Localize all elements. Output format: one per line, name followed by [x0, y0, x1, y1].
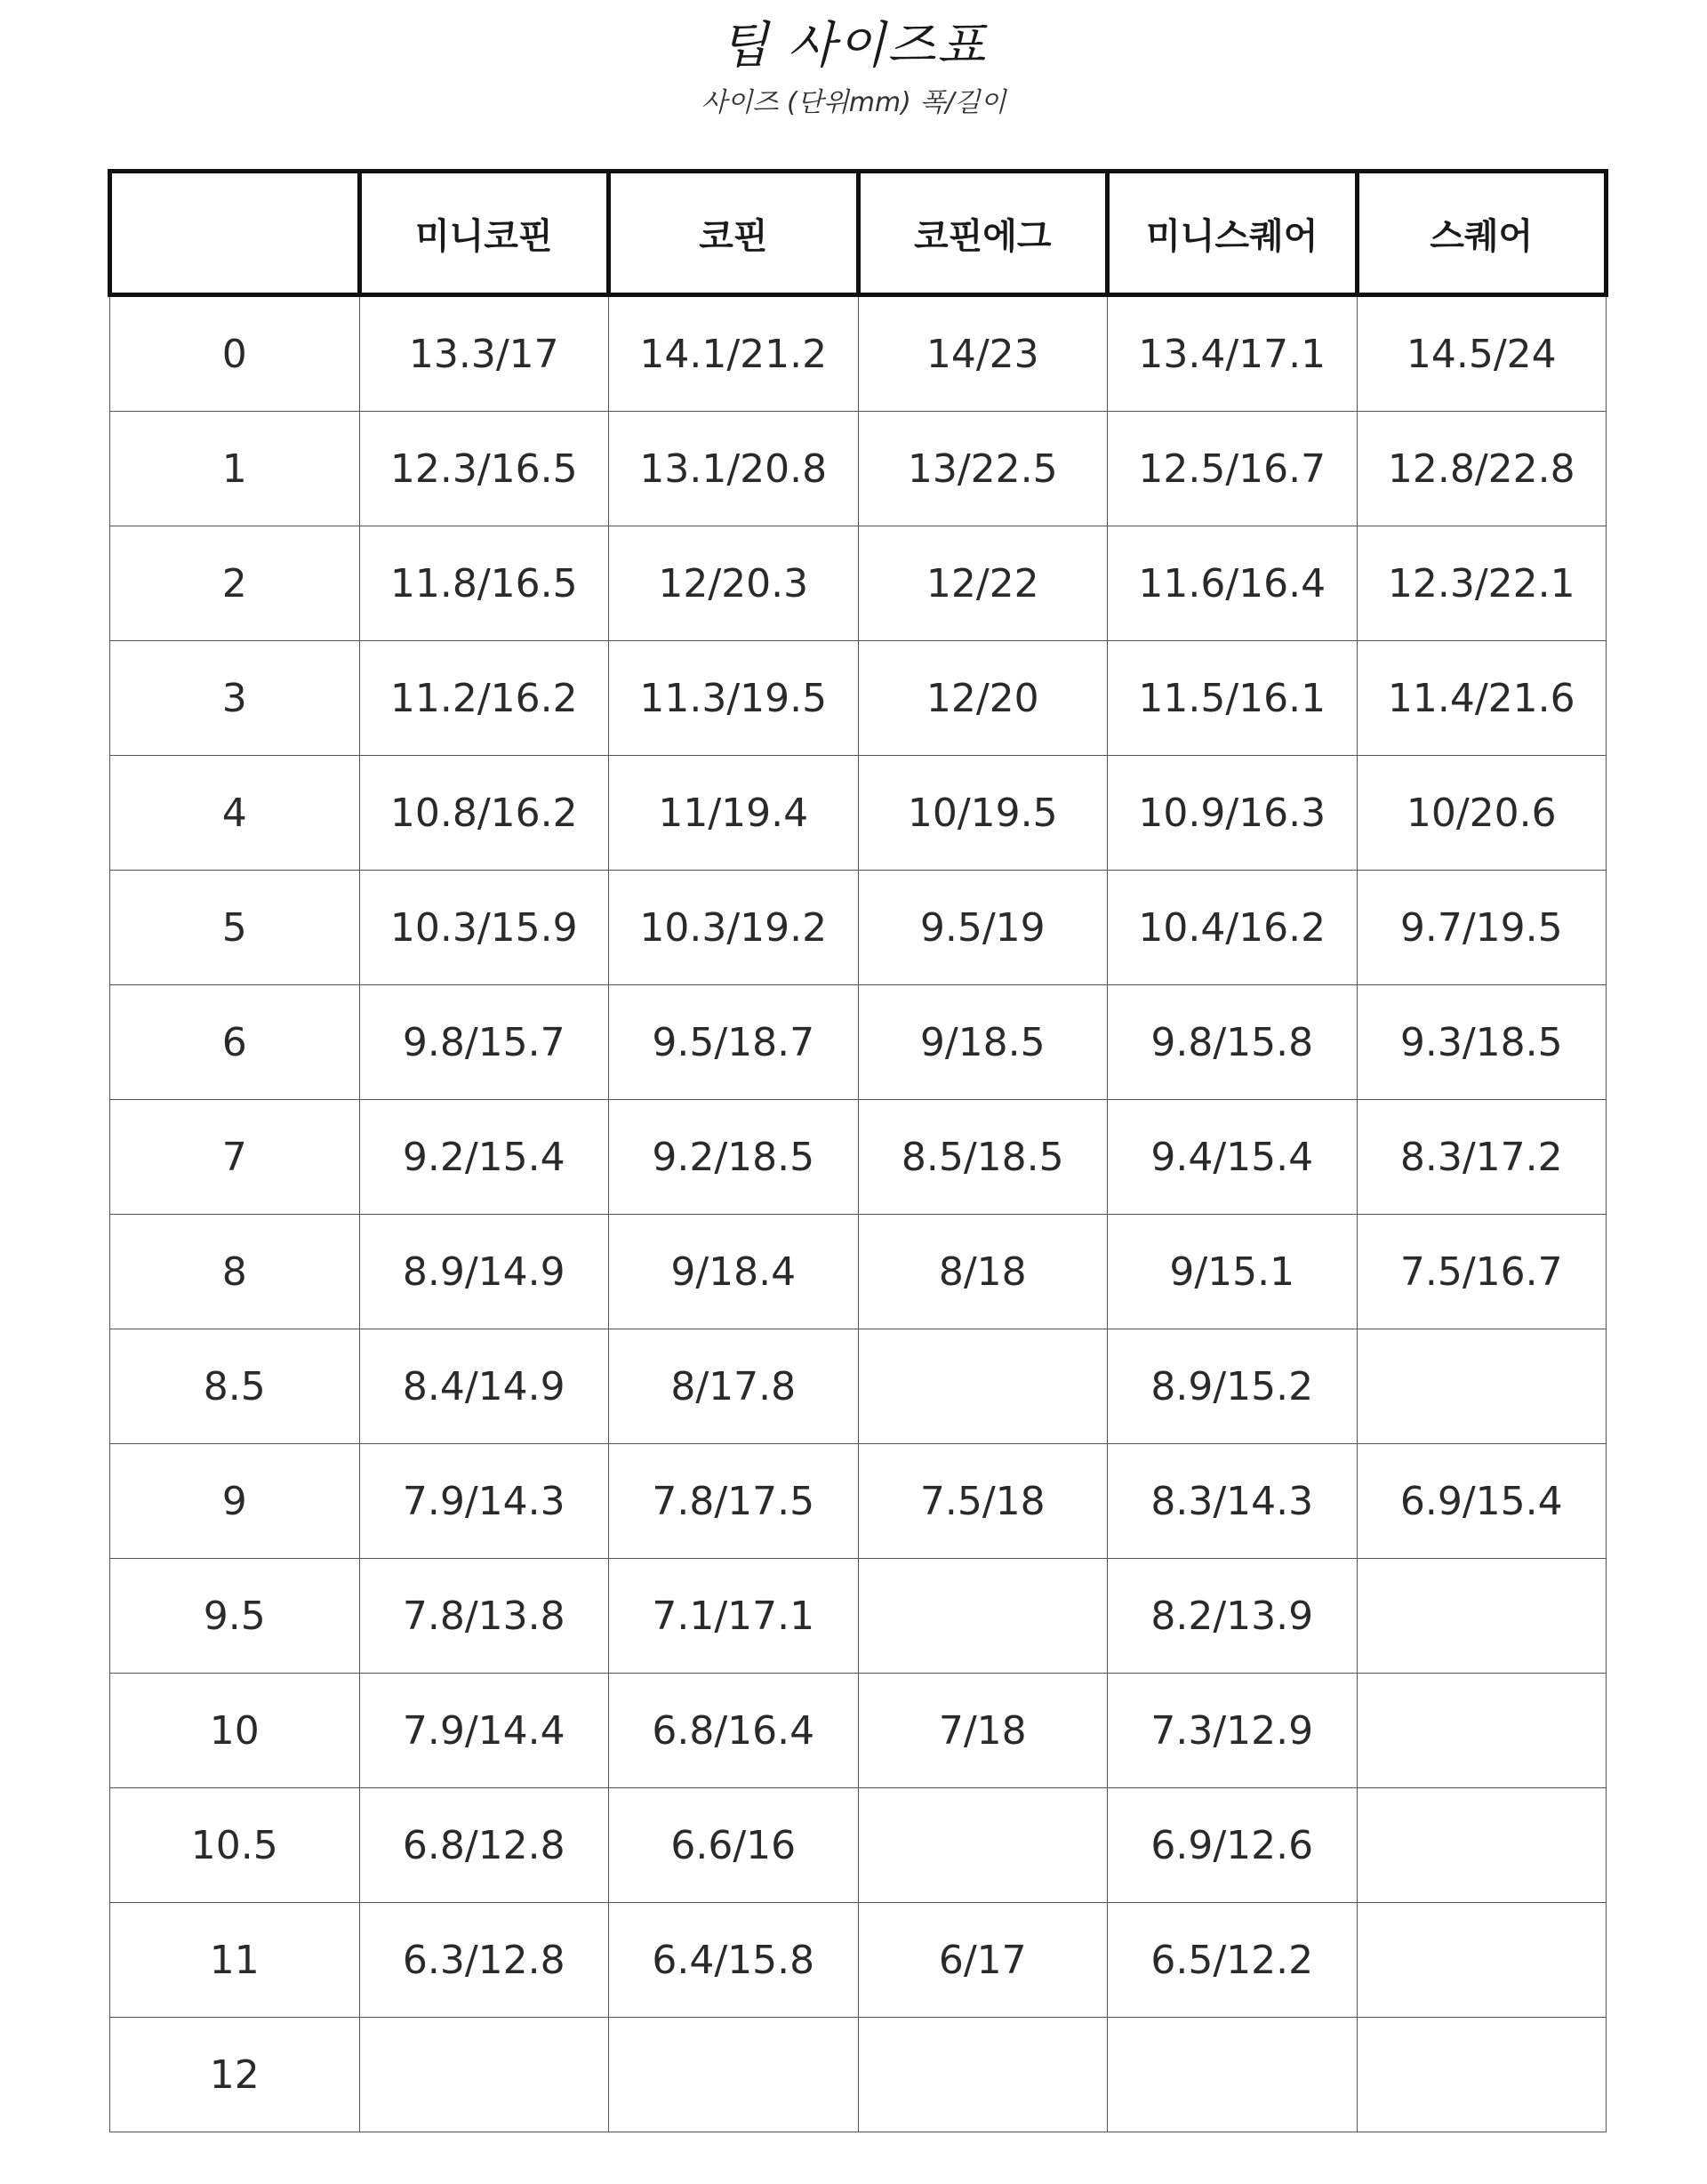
- size-cell: 8: [110, 1215, 360, 1329]
- table-row: [110, 1788, 1607, 1903]
- table-row: [110, 1559, 1607, 1674]
- mini-coffin-cell: 13.3/17: [359, 295, 609, 412]
- table-row: [110, 1215, 1607, 1329]
- mini-coffin-cell: 10.8/16.2: [359, 756, 609, 871]
- mini-coffin-cell: 12.3/16.5: [359, 412, 609, 526]
- table-row: [110, 641, 1607, 756]
- mini-square-cell: 6.5/12.2: [1108, 1903, 1358, 2018]
- square-cell: [1357, 1674, 1607, 1788]
- header-cell-coffin-egg: 코핀에그: [858, 172, 1108, 295]
- mini-coffin-cell: 7.9/14.3: [359, 1444, 609, 1559]
- square-cell: 8.3/17.2: [1357, 1100, 1607, 1215]
- mini-square-cell: 11.6/16.4: [1108, 526, 1358, 641]
- mini-square-cell: 10.4/16.2: [1108, 871, 1358, 985]
- coffin-egg-cell: 6/17: [858, 1903, 1108, 2018]
- page-subtitle: 사이즈 (단위mm) 폭/길이: [701, 87, 1006, 118]
- table-row: [110, 985, 1607, 1100]
- table-row: [110, 871, 1607, 985]
- coffin-cell: 14.1/21.2: [609, 295, 859, 412]
- coffin-egg-cell: 14/23: [858, 295, 1108, 412]
- coffin-cell: 7.8/17.5: [609, 1444, 859, 1559]
- size-cell: 5: [110, 871, 360, 985]
- size-cell: 8.5: [110, 1329, 360, 1444]
- square-cell: 12.3/22.1: [1357, 526, 1607, 641]
- size-cell: 1: [110, 412, 360, 526]
- coffin-egg-cell: [858, 1788, 1108, 1903]
- mini-coffin-cell: 11.8/16.5: [359, 526, 609, 641]
- coffin-egg-cell: 10/19.5: [858, 756, 1108, 871]
- mini-square-cell: 9.4/15.4: [1108, 1100, 1358, 1215]
- mini-coffin-cell: 9.2/15.4: [359, 1100, 609, 1215]
- table-row: [110, 756, 1607, 871]
- coffin-egg-cell: [858, 1329, 1108, 1444]
- square-cell: [1357, 1329, 1607, 1444]
- size-cell: 11: [110, 1903, 360, 2018]
- mini-square-cell: 8.3/14.3: [1108, 1444, 1358, 1559]
- coffin-cell: 13.1/20.8: [609, 412, 859, 526]
- size-cell: 6: [110, 985, 360, 1100]
- coffin-cell: 12/20.3: [609, 526, 859, 641]
- mini-square-cell: 13.4/17.1: [1108, 295, 1358, 412]
- coffin-cell: 11/19.4: [609, 756, 859, 871]
- coffin-egg-cell: 12/20: [858, 641, 1108, 756]
- size-cell: 2: [110, 526, 360, 641]
- square-cell: 14.5/24: [1357, 295, 1607, 412]
- mini-square-cell: 11.5/16.1: [1108, 641, 1358, 756]
- table-row: [110, 295, 1607, 412]
- table-row: [110, 1903, 1607, 2018]
- mini-square-cell: [1108, 2018, 1358, 2132]
- table-row: [110, 1329, 1607, 1444]
- square-cell: 12.8/22.8: [1357, 412, 1607, 526]
- mini-square-cell: 12.5/16.7: [1108, 412, 1358, 526]
- coffin-egg-cell: 8/18: [858, 1215, 1108, 1329]
- square-cell: 6.9/15.4: [1357, 1444, 1607, 1559]
- mini-coffin-cell: 6.3/12.8: [359, 1903, 609, 2018]
- mini-coffin-cell: 9.8/15.7: [359, 985, 609, 1100]
- page-title: 팁 사이즈표: [719, 17, 988, 75]
- header-cell-mini-coffin: 미니코핀: [359, 172, 609, 295]
- mini-coffin-cell: [359, 2018, 609, 2132]
- table-header: [110, 172, 1607, 295]
- mini-square-cell: 9/15.1: [1108, 1215, 1358, 1329]
- size-table: [108, 169, 1608, 2132]
- square-cell: [1357, 1788, 1607, 1903]
- header-cell-size: [110, 172, 360, 295]
- coffin-egg-cell: 7/18: [858, 1674, 1108, 1788]
- square-cell: [1357, 2018, 1607, 2132]
- size-cell: 9: [110, 1444, 360, 1559]
- table-row: [110, 412, 1607, 526]
- table-row: [110, 2018, 1607, 2132]
- coffin-cell: 9/18.4: [609, 1215, 859, 1329]
- header-row: [110, 172, 1607, 295]
- coffin-egg-cell: 8.5/18.5: [858, 1100, 1108, 1215]
- table-row: [110, 1100, 1607, 1215]
- square-cell: [1357, 1559, 1607, 1674]
- mini-square-cell: 10.9/16.3: [1108, 756, 1358, 871]
- coffin-cell: [609, 2018, 859, 2132]
- size-cell: 0: [110, 295, 360, 412]
- coffin-cell: 9.5/18.7: [609, 985, 859, 1100]
- size-cell: 4: [110, 756, 360, 871]
- coffin-cell: 6.6/16: [609, 1788, 859, 1903]
- coffin-cell: 8/17.8: [609, 1329, 859, 1444]
- mini-coffin-cell: 8.9/14.9: [359, 1215, 609, 1329]
- square-cell: 9.3/18.5: [1357, 985, 1607, 1100]
- mini-coffin-cell: 10.3/15.9: [359, 871, 609, 985]
- coffin-cell: 6.4/15.8: [609, 1903, 859, 2018]
- mini-coffin-cell: 11.2/16.2: [359, 641, 609, 756]
- table-row: [110, 1674, 1607, 1788]
- mini-square-cell: 8.9/15.2: [1108, 1329, 1358, 1444]
- coffin-cell: 9.2/18.5: [609, 1100, 859, 1215]
- size-cell: 10: [110, 1674, 360, 1788]
- mini-square-cell: 6.9/12.6: [1108, 1788, 1358, 1903]
- size-cell: 7: [110, 1100, 360, 1215]
- header-cell-coffin: 코핀: [609, 172, 859, 295]
- coffin-egg-cell: 13/22.5: [858, 412, 1108, 526]
- mini-coffin-cell: 6.8/12.8: [359, 1788, 609, 1903]
- square-cell: [1357, 1903, 1607, 2018]
- coffin-cell: 10.3/19.2: [609, 871, 859, 985]
- mini-coffin-cell: 7.8/13.8: [359, 1559, 609, 1674]
- mini-coffin-cell: 8.4/14.9: [359, 1329, 609, 1444]
- mini-square-cell: 9.8/15.8: [1108, 985, 1358, 1100]
- table-row: [110, 1444, 1607, 1559]
- mini-square-cell: 8.2/13.9: [1108, 1559, 1358, 1674]
- mini-coffin-cell: 7.9/14.4: [359, 1674, 609, 1788]
- size-cell: 3: [110, 641, 360, 756]
- table-body: [110, 295, 1607, 2132]
- size-cell: 9.5: [110, 1559, 360, 1674]
- coffin-cell: 6.8/16.4: [609, 1674, 859, 1788]
- square-cell: 11.4/21.6: [1357, 641, 1607, 756]
- coffin-egg-cell: [858, 1559, 1108, 1674]
- header-cell-square: 스퀘어: [1357, 172, 1607, 295]
- square-cell: 9.7/19.5: [1357, 871, 1607, 985]
- header-cell-mini-square: 미니스퀘어: [1108, 172, 1358, 295]
- coffin-egg-cell: [858, 2018, 1108, 2132]
- size-cell: 10.5: [110, 1788, 360, 1903]
- mini-square-cell: 7.3/12.9: [1108, 1674, 1358, 1788]
- square-cell: 10/20.6: [1357, 756, 1607, 871]
- table-row: [110, 526, 1607, 641]
- square-cell: 7.5/16.7: [1357, 1215, 1607, 1329]
- size-cell: 12: [110, 2018, 360, 2132]
- coffin-cell: 7.1/17.1: [609, 1559, 859, 1674]
- coffin-egg-cell: 9/18.5: [858, 985, 1108, 1100]
- coffin-egg-cell: 9.5/19: [858, 871, 1108, 985]
- coffin-egg-cell: 12/22: [858, 526, 1108, 641]
- coffin-egg-cell: 7.5/18: [858, 1444, 1108, 1559]
- coffin-cell: 11.3/19.5: [609, 641, 859, 756]
